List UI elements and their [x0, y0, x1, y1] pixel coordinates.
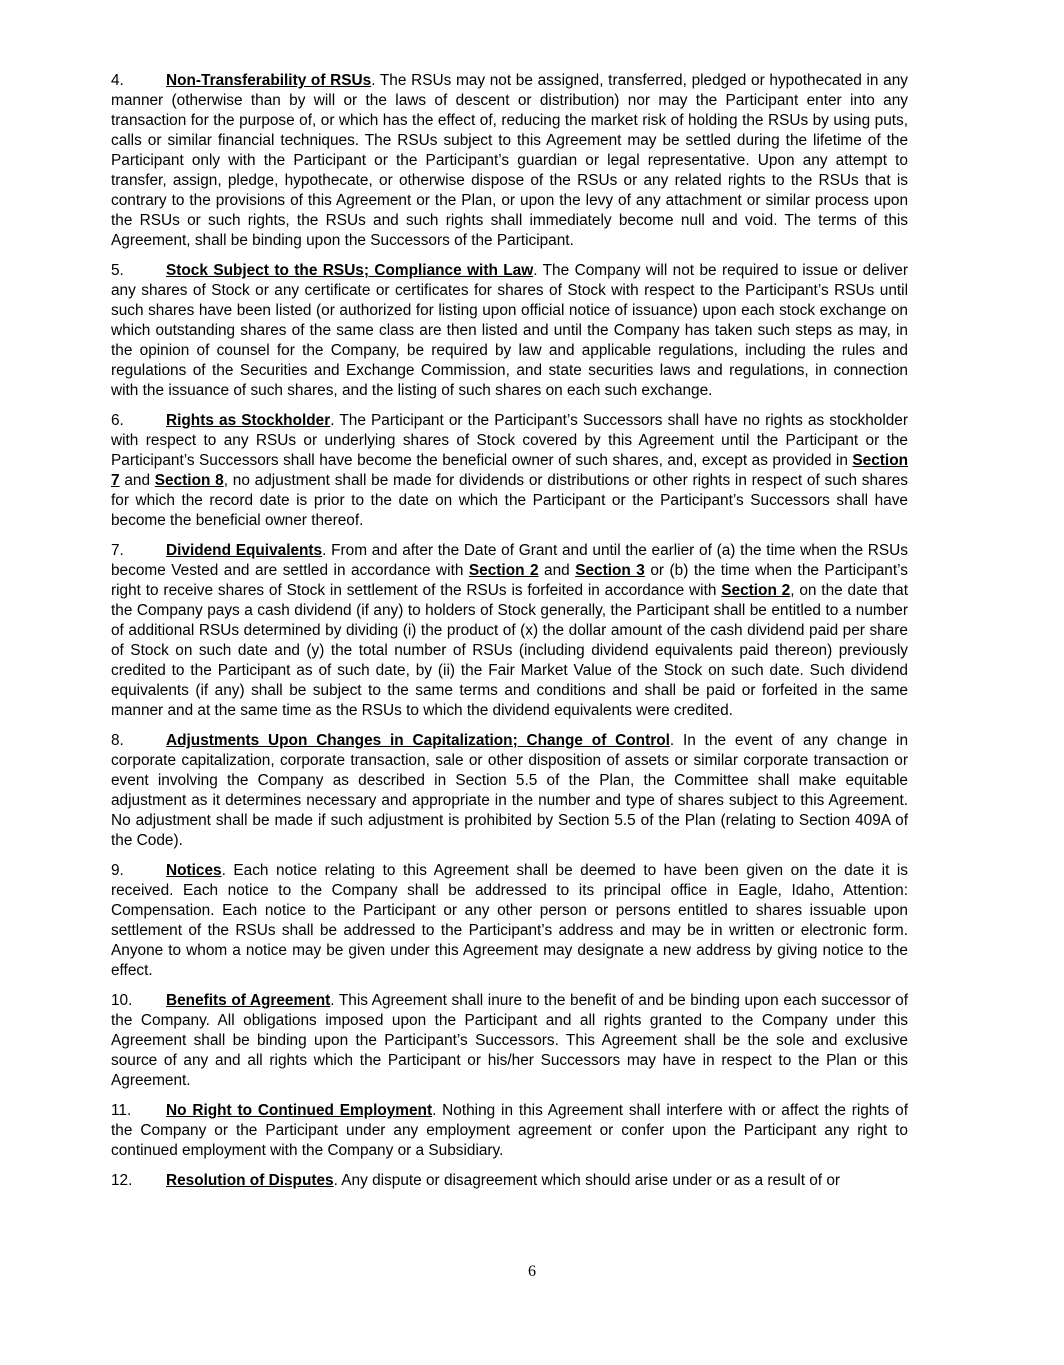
- section-5: [111, 261, 908, 401]
- section-number: 11.: [111, 1102, 132, 1119]
- section-title: Rights as Stockholder: [166, 412, 331, 429]
- section-text: and: [119, 472, 155, 489]
- section-title: Benefits of Agreement: [166, 992, 331, 1009]
- section-text: . Nothing in this Agreement shall interfere with or affect the rights of the Company or the Participant under any employment agreement or confer upon the Participant any right to continued employment with the Company or a Subsidiary.: [111, 1102, 908, 1159]
- section-text: . The RSUs may not be assigned, transferred, pledged or hypothecated in any manner (otherwise than by will or the laws of descent or distribution) nor may the Participant enter into any transaction for the purpose of, or which has the effect of, reducing the market risk of holding the RSUs by using puts, calls or similar financial techniques. The RSUs subject to this Agreement may be settled during the lifetime of the Participant only with the Participant or the Participant’s guardian or legal representative. Upon any attempt to transfer, assign, pledge, hypothecate, or otherwise dispose of the RSUs or any related rights to the RSUs that is contrary to the provisions of this Agreement or the Plan, or upon the levy of any attachment or similar process upon the RSUs or such rights, the RSUs and such rights shall immediately become null and void. The terms of this Agreement, shall be binding upon the Successors of the Participant.: [111, 72, 908, 249]
- section-text: . Any dispute or disagreement which should arise under or as a result of or: [333, 1172, 841, 1189]
- section-text: . From and after the Date of Grant and until the earlier of (a) the time when the RSUs become Vested and are settled in accordance with: [111, 542, 908, 579]
- section-number: 4.: [111, 72, 124, 89]
- section-12: [111, 1171, 908, 1191]
- section-text: . This Agreement shall inure to the benefit of and be binding upon each successor of the Company. All obligations imposed upon the Participant and all rights granted to the Company under this Agreement shall be binding upon the Participant’s Successors. This Agreement shall be the sole and exclusive source of any and all rights which the Participant or his/her Successors may have in respect to the Plan or this Agreement.: [111, 992, 908, 1089]
- section-number: 9.: [111, 862, 124, 879]
- section-text: . The Company will not be required to issue or deliver any shares of Stock or any certificate or certificates for shares of Stock with respect to the Participant’s RSUs until such shares have been listed (or authorized for listing upon official notice of issuance) upon each stock exchange on which outstanding shares of the same class are then listed and until the Company has taken such steps as may, in the opinion of counsel for the Company, be required by law and applicable regulations, including the rules and regulations of the Securities and Exchange Commission, and state securities laws and regulations, in connection with the issuance of such shares, and the listing of such shares on each such exchange.: [111, 262, 908, 399]
- section-title: Dividend Equivalents: [166, 542, 323, 559]
- section-title: Non-Transferability of RSUs: [166, 72, 372, 89]
- section-title: Stock Subject to the RSUs; Compliance with Law: [166, 262, 534, 279]
- section-11: [111, 1101, 908, 1161]
- document-body: [111, 71, 908, 1201]
- section-text: . Each notice relating to this Agreement shall be deemed to have been given on the date it is received. Each notice to the Company shall be addressed to its principal office in Eagle, Idaho, Attention: Compensation. Each notice to the Participant or any other person or persons entitled to shares issuable upon settlement of the RSUs shall be addressed to the Participant’s address and may be in written or electronic form. Anyone to whom a notice may be given under this Agreement may designate a new address by giving notice to the effect.: [111, 862, 908, 979]
- section-number: 8.: [111, 732, 124, 749]
- page-number: 6: [528, 1263, 536, 1280]
- section-number: 12.: [111, 1172, 133, 1189]
- section-number: 5.: [111, 262, 124, 279]
- section-number: 10.: [111, 992, 133, 1009]
- section-title: No Right to Continued Employment: [166, 1102, 433, 1119]
- section-8: [111, 731, 908, 851]
- section-4: [111, 71, 908, 251]
- section-text: . The Participant or the Participant’s Successors shall have no rights as stockholder with respect to any RSUs or underlying shares of Stock covered by this Agreement until the Participant or the Participant’s Successors shall have become the beneficial owner of such shares, and, except as provided in: [111, 412, 908, 469]
- section-reference: Section 2: [721, 582, 791, 599]
- section-title: Notices: [166, 862, 222, 879]
- section-10: [111, 991, 908, 1091]
- section-number: 7.: [111, 542, 124, 559]
- section-reference: Section 8: [154, 472, 224, 489]
- section-7: [111, 541, 908, 721]
- section-title: Adjustments Upon Changes in Capitalization; Change of Control: [166, 732, 670, 749]
- section-reference: Section 7: [111, 452, 908, 489]
- section-text: or (b) the time when the Participant’s right to receive shares of Stock in settlement of the RSUs is forfeited in accordance with: [111, 562, 908, 599]
- section-9: [111, 861, 908, 981]
- section-6: [111, 411, 908, 531]
- section-text: , on the date that the Company pays a cash dividend (if any) to holders of Stock generally, the Participant shall be entitled to a number of additional RSUs determined by dividing (i) the product of (x) the dollar amount of the cash dividend paid per share of Stock on such date and (y) the total number of RSUs (including dividend equivalents paid thereon) previously credited to the Participant as of such date, by (ii) the Fair Market Value of the Stock on such date. Such dividend equivalents (if any) shall be subject to the same terms and conditions and shall be paid or forfeited in the same manner and at the same time as the RSUs to which the dividend equivalents were credited.: [111, 582, 908, 719]
- section-reference: Section 2: [468, 562, 539, 579]
- section-text: . In the event of any change in corporate capitalization, corporate transaction, sale or other disposition of assets or similar corporate transaction or event involving the Company as described in Section 5.5 of the Plan, the Committee shall make equitable adjustment as it determines necessary and appropriate in the number and type of shares subject to this Agreement. No adjustment shall be made if such adjustment is prohibited by Section 5.5 of the Plan (relating to Section 409A of the Code).: [111, 732, 908, 849]
- section-title: Resolution of Disputes: [166, 1172, 334, 1189]
- section-text: and: [538, 562, 576, 579]
- section-reference: Section 3: [575, 562, 645, 579]
- section-number: 6.: [111, 412, 124, 429]
- section-text: , no adjustment shall be made for dividends or distributions or other rights in respect of such shares for which the record date is prior to the date on which the Participant or the Participant’s Successors shall have become the beneficial owner thereof.: [111, 472, 908, 529]
